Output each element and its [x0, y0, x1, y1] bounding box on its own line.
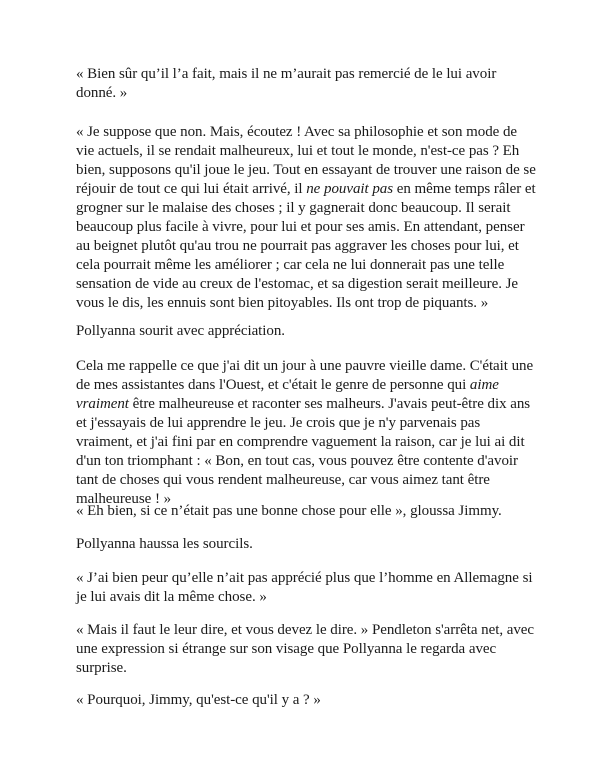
paragraph-1	[76, 65, 536, 103]
paragraph-text: « Bien sûr qu’il l’a fait, mais il ne m’aurait pas remercié de le lui avoir donné. »	[76, 66, 497, 101]
paragraph-text: « Je suppose que non. Mais, écoutez ! Avec sa philosophie et son mode de vie actuels, il se rendait malheureux, lui et tout le monde, n'est-ce pas ? Eh bien, supposons qu'il joue le jeu. Tout en essayant de trouver une raison de se réjouir de tout ce qui lui était arrivé, il	[76, 124, 536, 197]
italic-emphasis: aime vraiment	[76, 377, 499, 412]
paragraph-text: être malheureuse et raconter ses malheurs. J'avais peut-être dix ans et j'essayais de lui apprendre le jeu. Je crois que je n'y parvenais pas vraiment, et j'ai fini par en comprendre vaguement la raison, car je lui ai dit d'un ton triomphant : « Bon, en tout cas, vous pouvez être contente d'avoir tant de choses qui vous rendent malheureuse, car vous aimez tant être malheureuse ! »	[76, 396, 531, 507]
paragraph-2	[76, 123, 536, 313]
paragraph-text: « Mais il faut le leur dire, et vous devez le dire. » Pendleton s'arrêta net, avec une expression si étrange sur son visage que Pollyanna le regarda avec surprise.	[76, 622, 535, 676]
paragraph-9	[76, 691, 536, 710]
paragraph-text: Pollyanna sourit avec appréciation.	[76, 323, 286, 339]
paragraph-4	[76, 357, 536, 509]
paragraph-5	[76, 502, 536, 521]
paragraph-7	[76, 569, 536, 607]
paragraph-3	[76, 322, 536, 341]
paragraph-text: Pollyanna haussa les sourcils.	[76, 536, 253, 552]
paragraph-text: en même temps râler et grogner sur le malaise des choses ; il y gagnerait donc beaucoup. Il serait beaucoup plus facile à vivre, pour lui et pour ses amis. En attendant, penser au beignet plutôt qu'au trou ne pourrait pas aggraver les choses pour lui, et cela pourrait même les améliorer ; car cela ne lui donnerait pas une telle sensation de vide au creux de l'estomac, et sa digestion serait meilleure. Je vous le dis, les ennuis sont bien pitoyables. Ils ont trop de piquants. »	[76, 181, 536, 311]
italic-emphasis: ne pouvait pas	[306, 181, 394, 197]
paragraph-text: « Pourquoi, Jimmy, qu'est-ce qu'il y a ? »	[76, 692, 321, 708]
paragraph-8	[76, 621, 536, 678]
paragraph-text: « J’ai bien peur qu’elle n’ait pas apprécié plus que l’homme en Allemagne si je lui avais dit la même chose. »	[76, 570, 533, 605]
paragraph-6	[76, 535, 536, 554]
paragraph-text: Cela me rappelle ce que j'ai dit un jour à une pauvre vieille dame. C'était une de mes assistantes dans l'Ouest, et c'était le genre de personne qui	[76, 358, 534, 393]
paragraph-text: « Eh bien, si ce n’était pas une bonne chose pour elle », gloussa Jimmy.	[76, 503, 502, 519]
